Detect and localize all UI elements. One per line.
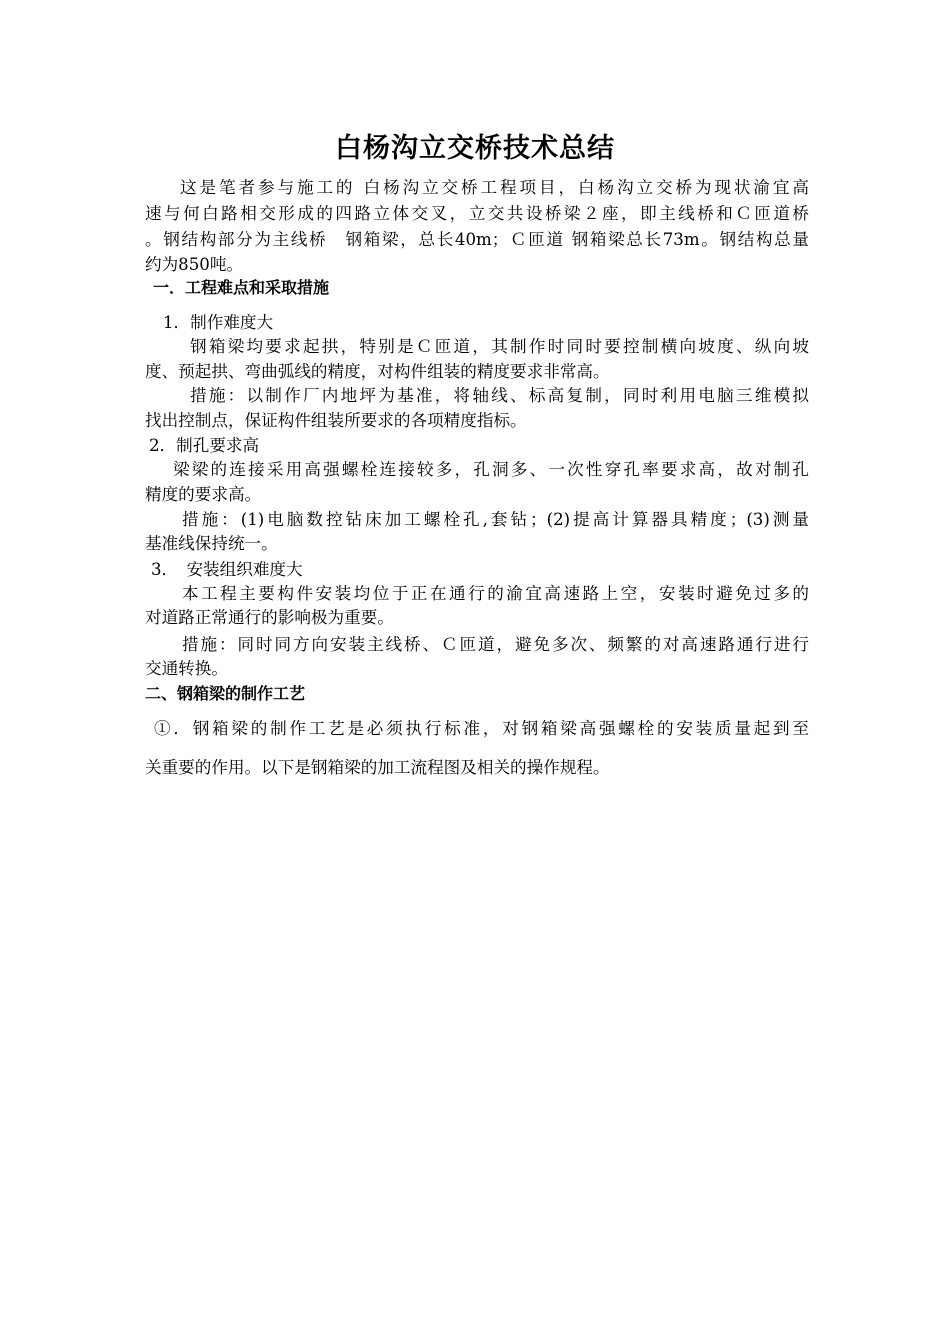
paragraph-line: 度、预起拱、弯曲弧线的精度，对构件组装的精度要求非常高。 (145, 362, 610, 381)
paragraph-line: 梁梁的连接采用高强螺栓连接较多，孔洞多、一次性穿孔率要求高，故对制孔 (173, 460, 809, 479)
intro-paragraph-line: 这是笔者参与施工的 白杨沟立交桥工程项目，白杨沟立交桥为现状渝宜高 (180, 178, 809, 197)
subsection-heading: 3． 安装组织难度大 (151, 560, 303, 579)
paragraph-line: 关重要的作用。以下是钢箱梁的加工流程图及相关的操作规程。 (145, 758, 610, 777)
paragraph-line: 精度的要求高。 (145, 485, 262, 504)
paragraph-line: 钢箱梁均要求起拱，特别是Ｃ匝道，其制作时同时要控制横向坡度、纵向坡 (190, 337, 809, 356)
paragraph-line: 本工程主要构件安装均位于正在通行的渝宜高速路上空，安装时避免过多的 (182, 584, 809, 603)
paragraph-line: 措施：同时同方向安装主线桥、Ｃ匝道，避免多次、频繁的对高速路通行进行 (182, 635, 809, 654)
paragraph-line: 基准线保持统一。 (145, 534, 278, 553)
paragraph-line: 找出控制点，保证构件组装所要求的各项精度指标。 (145, 411, 527, 430)
subsection-heading: 2．制孔要求高 (149, 436, 260, 455)
intro-paragraph-line: 约为850吨。 (145, 255, 244, 274)
paragraph-line: 措施：(1)电脑数控钻床加工螺栓孔,套钻；(2)提高计算器具精度；(3)测量 (182, 510, 809, 529)
document-title: 白杨沟立交桥技术总结 (335, 133, 615, 164)
paragraph-line: 对道路正常通行的影响极为重要。 (145, 608, 394, 627)
intro-paragraph-line: 。钢结构部分为主线桥 钢箱梁，总长40m；Ｃ匝道 钢箱梁总长73m。钢结构总量 (145, 230, 809, 249)
paragraph-line: ①．钢箱梁的制作工艺是必须执行标准，对钢箱梁高强螺栓的安装质量起到至 (154, 719, 809, 738)
paragraph-line: 交通转换。 (145, 659, 228, 678)
paragraph-line: 措施：以制作厂内地坪为基准，将轴线、标高复制，同时利用电脑三维模拟 (190, 386, 809, 405)
intro-paragraph-line: 速与何白路相交形成的四路立体交叉，立交共设桥梁２座，即主线桥和Ｃ匝道桥 (145, 204, 809, 223)
section-heading-1: 一．工程难点和采取措施 (153, 278, 330, 297)
section-heading-2: 二、钢箱梁的制作工艺 (145, 684, 306, 703)
subsection-heading: 1．制作难度大 (163, 313, 274, 332)
